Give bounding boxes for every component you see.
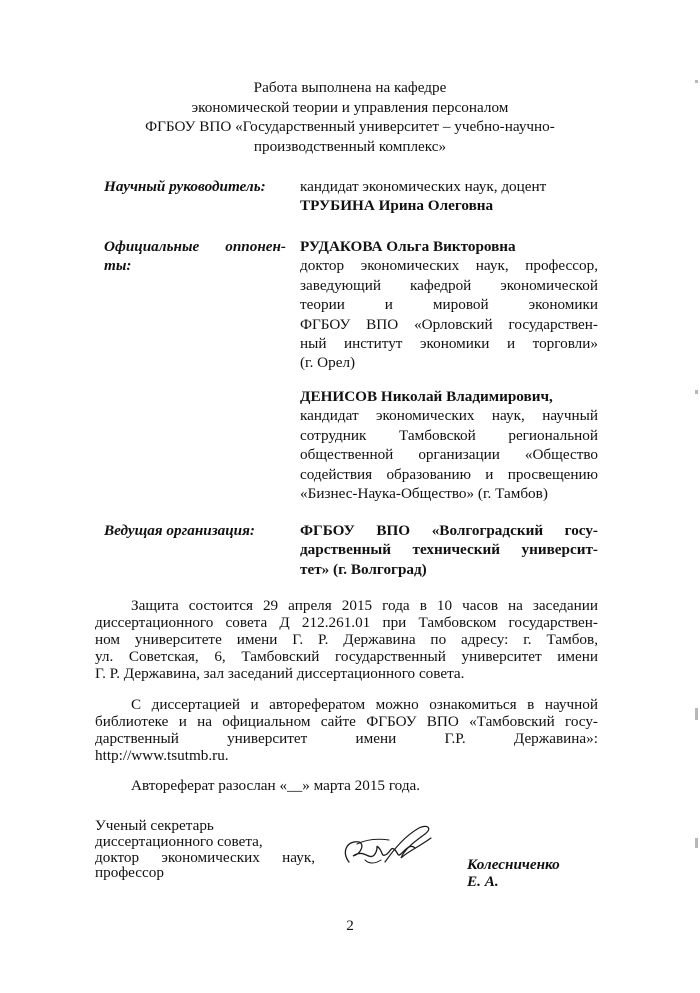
opponent-second-line: кандидат экономических наук, научный	[300, 407, 598, 425]
leading-org-line: тет» (г. Волгоград)	[300, 560, 427, 578]
opponent-first-line: теории и мировой экономики	[300, 296, 598, 314]
secretary-title-line: профессор	[95, 864, 164, 882]
leading-org-block	[104, 521, 598, 583]
header-line-1: Работа выполнена на кафедре	[253, 79, 447, 96]
opponent-second-line: общественной организации «Общество	[300, 446, 598, 464]
opponent-second-line: сотрудник Тамбовской региональной	[300, 426, 598, 444]
supervisor-block	[104, 177, 598, 219]
secretary-title-line: доктор экономических наук,	[95, 848, 315, 866]
scan-edge-mark	[695, 708, 698, 720]
supervisor-name: ТРУБИНА Ирина Олеговна	[300, 197, 494, 215]
defense-line: ном университете имени Г. Р. Державина по адресу: г. Тамбов,	[95, 631, 598, 648]
opponent-second-name: ДЕНИСОВ Николай Владимирович,	[300, 388, 553, 405]
secretary-initials: Е. А.	[467, 873, 499, 890]
opponent-first	[300, 237, 598, 373]
secretary-name	[467, 856, 560, 890]
opponent-first-line: заведующий кафедрой экономической	[300, 276, 598, 294]
opponent-first-line: ный институт экономики и торговли»	[300, 335, 598, 353]
secretary-surname: Колесниченко	[467, 856, 560, 873]
leading-org-line: ФГБОУ ВПО «Волгоградский госу-	[300, 522, 598, 539]
opponents-label-line-1: Официальные оппонен-	[104, 238, 286, 255]
secretary-title-line: Ученый секретарь	[95, 817, 214, 834]
header-line-2: экономической теории и управления персоналом	[191, 98, 509, 116]
secretary-title-line: диссертационного совета,	[95, 832, 263, 850]
opponents-block	[104, 237, 598, 507]
defense-line: Защита состоится 29 апреля 2015 года в 10 часов на заседании	[131, 597, 598, 614]
leading-org-line: дарственный технический университ-	[300, 541, 598, 559]
mailed-paragraph	[95, 777, 598, 794]
handwritten-signature	[335, 818, 445, 878]
opponent-second-line: «Бизнес-Наука-Общество» (г. Тамбов)	[300, 485, 548, 503]
defense-line: диссертационного совета Д 212.261.01 при Тамбовском государствен-	[95, 614, 598, 631]
scan-edge-mark	[695, 390, 698, 394]
mailed-line: Автореферат разослан «__» марта 2015 года.	[131, 777, 421, 794]
library-url: http://www.tsutmb.ru.	[95, 747, 229, 764]
opponents-label-line-2: ты:	[104, 257, 132, 275]
header-line-4: производственный комплекс»	[253, 137, 447, 155]
library-line: библиотеке и на официальном сайте ФГБОУ ВПО «Тамбовский госу-	[95, 713, 598, 730]
supervisor-degree: кандидат экономических наук, доцент	[300, 178, 547, 195]
library-line: дарственный университет имени Г.Р. Державина»:	[95, 730, 598, 747]
leading-org-text	[300, 521, 598, 579]
scan-edge-mark	[695, 838, 698, 848]
opponent-first-line: (г. Орел)	[300, 354, 356, 372]
defense-line: ул. Советская, 6, Тамбовский государственный университет имени	[95, 648, 598, 665]
supervisor-label: Научный руководитель:	[104, 178, 266, 195]
defense-paragraph	[95, 597, 598, 682]
leading-org-label: Ведущая организация:	[104, 522, 255, 539]
opponents-label	[104, 237, 286, 276]
header-line-3: ФГБОУ ВПО «Государственный университет – учебно-научно-	[145, 118, 555, 135]
library-line: С диссертацией и авторефератом можно ознакомиться в научной	[131, 696, 598, 713]
opponent-first-line: ФГБОУ ВПО «Орловский государствен-	[300, 315, 598, 333]
document-header	[90, 78, 610, 156]
opponent-second	[300, 387, 598, 503]
secretary-block	[95, 818, 315, 881]
library-paragraph	[95, 696, 598, 764]
opponent-first-name: РУДАКОВА Ольга Викторовна	[300, 238, 516, 255]
scan-edge-mark	[695, 80, 698, 83]
opponent-second-line: содействия образованию и просвещению	[300, 465, 598, 483]
opponent-first-line: доктор экономических наук, профессор,	[300, 257, 598, 275]
page-number: 2	[346, 917, 354, 934]
defense-line: Г. Р. Державина, зал заседаний диссертационного совета.	[95, 665, 465, 682]
